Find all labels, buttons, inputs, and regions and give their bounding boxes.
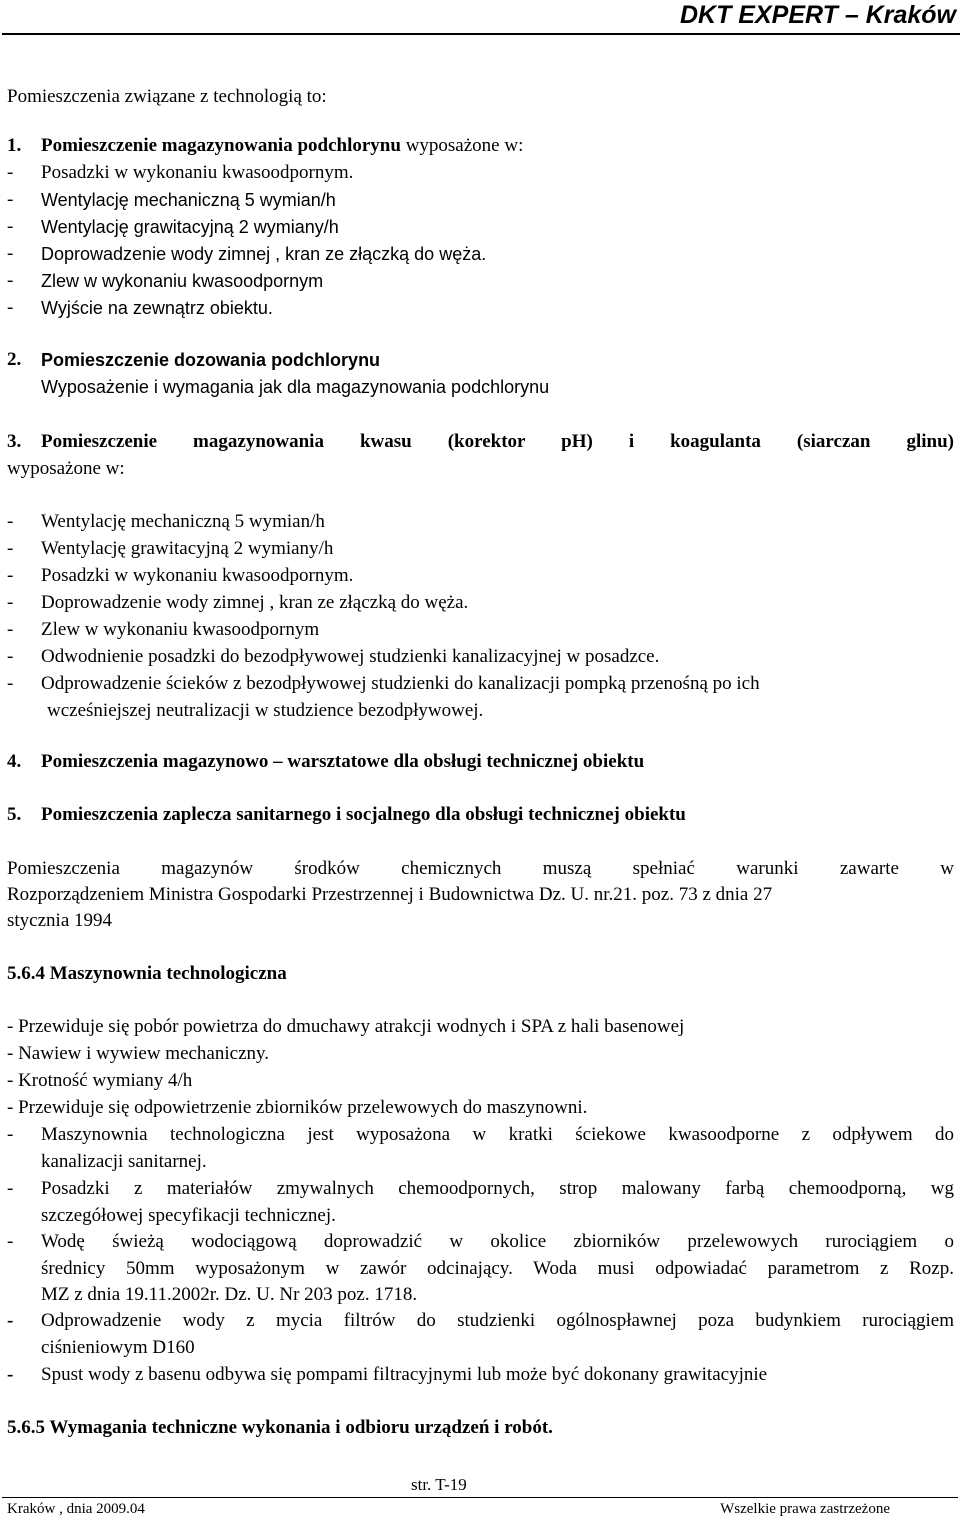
- dash: -: [7, 1124, 14, 1145]
- section-2-title: Pomieszczenie dozowania podchlorynu: [41, 350, 381, 370]
- dash: -: [7, 673, 14, 694]
- dash: -: [7, 1178, 14, 1199]
- section-1-number: 1.: [7, 135, 22, 156]
- section-4-title: Pomieszczenia magazynowo – warsztatowe dla obsługi technicznej obiektu: [41, 751, 645, 772]
- dash: -: [7, 243, 14, 264]
- list-item: Wentylację grawitacyjną 2 wymiany/h: [41, 217, 339, 237]
- list-item: Zlew w wykonaniu kwasoodpornym: [41, 619, 320, 640]
- section-3-subtitle: wyposażone w:: [7, 458, 125, 479]
- section-3-title: Pomieszczenie magazynowania kwasu (korektor pH) i koagulanta (siarczan glinu): [41, 431, 954, 452]
- list-item-continuation: wcześniejszej neutralizacji w studzience bezodpływowej.: [47, 700, 484, 721]
- footer-rule: [2, 1497, 958, 1498]
- section-1-title: Pomieszczenie magazynowania podchlorynu: [41, 135, 401, 156]
- paragraph-line: Rozporządzeniem Ministra Gospodarki Przestrzennej i Budownictwa Dz. U. nr.21. poz. 73 z dnia 27: [7, 884, 773, 905]
- header-separator: –: [837, 1, 866, 29]
- bullet-line: MZ z dnia 19.11.2002r. Dz. U. Nr 203 poz. 1718.: [41, 1284, 418, 1305]
- plain-item: - Nawiew i wywiew mechaniczny.: [7, 1043, 270, 1064]
- dash: -: [7, 511, 14, 532]
- bullet-line: Odprowadzenie wody z mycia filtrów do studzienki ogólnospławnej poza budynkiem rurociągiem: [41, 1310, 954, 1331]
- list-item: Zlew w wykonaniu kwasoodpornym: [41, 271, 324, 291]
- plain-item: - Przewiduje się odpowietrzenie zbiorników przelewowych do maszynowni.: [7, 1097, 588, 1118]
- dash: -: [7, 189, 14, 210]
- list-item: Posadzki w wykonaniu kwasoodpornym.: [41, 162, 354, 183]
- section-2-number: 2.: [7, 349, 22, 370]
- page-header: [680, 0, 956, 30]
- dash: -: [7, 1310, 14, 1331]
- list-item: Odprowadzenie ścieków z bezodpływowej studzienki do kanalizacji pompką przenośną po ich: [41, 673, 760, 694]
- bullet-line: Maszynownia technologiczna jest wyposażona w kratki ściekowe kwasoodporne z odpływem do: [41, 1124, 954, 1145]
- bullet-line: średnicy 50mm wyposażonym w zawór odcinający. Woda musi odpowiadać parametrom z Rozp.: [41, 1258, 954, 1279]
- list-item: Odwodnienie posadzki do bezodpływowej studzienki kanalizacyjnej w posadzce.: [41, 646, 660, 667]
- dash: -: [7, 216, 14, 237]
- list-item: Wentylację grawitacyjną 2 wymiany/h: [41, 538, 334, 559]
- heading-5-6-5: 5.6.5 Wymagania techniczne wykonania i odbioru urządzeń i robót.: [7, 1417, 553, 1438]
- section-3-number: 3.: [7, 431, 22, 452]
- footer-date: Kraków , dnia 2009.04: [7, 1501, 145, 1517]
- section-5-number: 5.: [7, 804, 22, 825]
- dash: -: [7, 619, 14, 640]
- dash: -: [7, 297, 14, 318]
- bullet-line: szczegółowej specyfikacji technicznej.: [41, 1205, 336, 1226]
- header-city: Kraków: [865, 1, 956, 29]
- section-1-heading: [41, 134, 523, 158]
- list-item: Wentylację mechaniczną 5 wymian/h: [41, 190, 336, 210]
- list-item: Doprowadzenie wody zimnej , kran ze złączką do węża.: [41, 244, 487, 264]
- heading-5-6-4: 5.6.4 Maszynownia technologiczna: [7, 963, 287, 984]
- list-item: Wentylację mechaniczną 5 wymian/h: [41, 511, 325, 532]
- bullet-line: Posadzki z materiałów zmywalnych chemoodpornych, strop malowany farbą chemoodporną, wg: [41, 1178, 954, 1199]
- section-1-title-rest: wyposażone w:: [400, 135, 524, 156]
- header-brand: DKT EXPERT: [679, 1, 838, 29]
- dash: -: [7, 270, 14, 291]
- section-5-title: Pomieszczenia zaplecza sanitarnego i socjalnego dla obsługi technicznej obiektu: [41, 804, 686, 825]
- dash: -: [7, 646, 14, 667]
- footer-rights: Wszelkie prawa zastrzeżone: [720, 1501, 890, 1517]
- dash: -: [7, 1231, 14, 1252]
- list-item: Doprowadzenie wody zimnej , kran ze złączką do węża.: [41, 592, 469, 613]
- section-4-number: 4.: [7, 751, 22, 772]
- paragraph-line: stycznia 1994: [7, 910, 113, 931]
- intro-text: Pomieszczenia związane z technologią to:: [7, 86, 327, 107]
- dash: -: [7, 538, 14, 559]
- header-rule: [2, 33, 960, 35]
- dash: -: [7, 592, 14, 613]
- dash: -: [7, 162, 14, 183]
- bullet-line: kanalizacji sanitarnej.: [41, 1151, 207, 1172]
- bullet-line: Wodę świeżą wodociągową doprowadzić w okolice zbiorników przelewowych rurociągiem o: [41, 1231, 954, 1252]
- dash: -: [7, 565, 14, 586]
- list-item: Wyjście na zewnątrz obiektu.: [41, 298, 273, 318]
- bullet-line: ciśnieniowym D160: [41, 1337, 195, 1358]
- plain-item: - Przewiduje się pobór powietrza do dmuchawy atrakcji wodnych i SPA z hali basenowej: [7, 1016, 685, 1037]
- bullet-line: Spust wody z basenu odbywa się pompami filtracyjnymi lub może być dokonany grawitacyjnie: [41, 1364, 768, 1385]
- list-item: Posadzki w wykonaniu kwasoodpornym.: [41, 565, 354, 586]
- section-2-subtitle: Wyposażenie i wymagania jak dla magazynowania podchlorynu: [41, 377, 550, 397]
- plain-item: - Krotność wymiany 4/h: [7, 1070, 193, 1091]
- page-number: str. T-19: [411, 1475, 467, 1494]
- paragraph-line: Pomieszczenia magazynów środków chemicznych muszą spełniać warunki zawarte w: [7, 858, 954, 879]
- dash: -: [7, 1364, 14, 1385]
